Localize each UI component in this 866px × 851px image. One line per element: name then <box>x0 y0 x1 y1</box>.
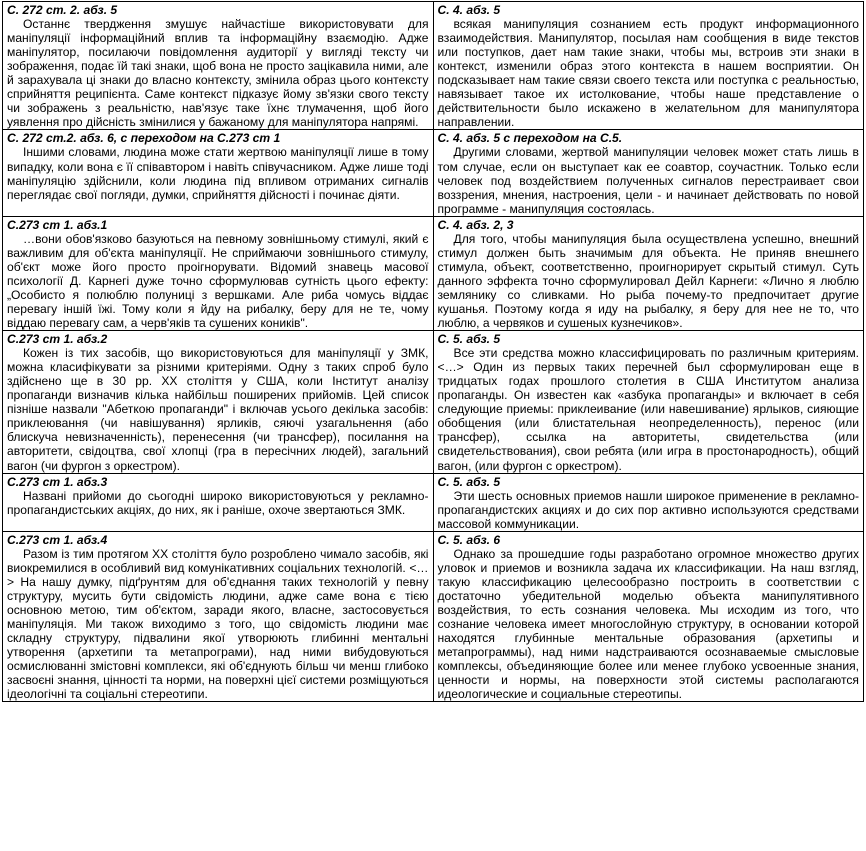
source-reference: С.273 ст 1. абз.3 <box>7 474 108 489</box>
table-row <box>3 473 864 531</box>
source-reference: С. 5. абз. 5 <box>437 474 501 489</box>
left-cell <box>3 216 434 330</box>
right-cell <box>433 531 864 702</box>
source-reference: С. 272 ст.2. абз. 6, с переходом на С.273 ст 1 <box>7 131 281 146</box>
right-cell <box>433 216 864 330</box>
source-text: всякая манипуляция сознанием есть продукт информационного взаимодействия. Манипулятор, посылая нам сообщения в виде текстов или поступков, дает нам такие знаки, чтобы мы, встроив эти знаки в контекст, изменили образ этого контекста в нашем восприятии. Он подсказывает нам такие связи своего текста или поступка с реальностью, навязывает такое их истолкование, чтобы наше представление о действительности было искажено в желательном для манипулятора направлении. <box>437 17 859 130</box>
source-reference: С. 5. абз. 6 <box>437 532 501 547</box>
comparison-table <box>2 1 864 702</box>
source-text: Разом із тим протягом ХХ століття було розроблено чимало засобів, які виокремилися в особливий вид комунікативних соціальних технологій. <…> На нашу думку, підґрунтям для об'єднання таких технологій у певну структуру, мусить бути свідомість людини, адже саме вона є тією основною метою, тим об'єктом, заради якого, власне, застосовується маніпуляція. Ми також виходимо з того, що свідомість людини має складну структуру, підвалини якої утворюють глибинні ментальні утворення (архетипи та метапрограми), над ними вибудовуються осмислюванні змістовні комплекси, які об'єднують більш чи менш глибоко засвоєні знання, цінності та норми, на поверхні цієї системи розміщуються ідеологічні та соціальні стереотипи. <box>7 546 429 702</box>
source-text: Останнє твердження змушує найчастіше використовувати для маніпуляції інформаційний вплив та інформаційну взаємодію. Адже маніпулятор, посилаючи повідомлення аудиторії у вигляді тексту чи зображення, подає їй такі знаки, щоб вона не просто зацікавила ними, але й зарахувала ці знаки до власно контексту, змінила образ цього контексту сприйняття реципієнта. Саме контекст підказує йому зв'язки свого тексту чи зображень з реальністю, нав'язує таке їхнє тлумачення, щоб його уявлення про дійсність змінилися у бажаному для маніпулятора напрямі. <box>7 17 429 130</box>
source-text: Для того, чтобы манипуляция была осуществлена успешно, внешний стимул должен быть значимым для объекта. Не приняв внешнего стимула, объект, соответственно, проигнорирует скрытый стимул. Суть данного эффекта точно сформулировал Дейл Карнеги: «Лично я люблю землянику со сливками. Но рыба почему-то предпочитает другие кушанья. Поэтому когда я иду на рыбалку, я беру для нее не то, что люблю, а червяков и сушеных кузнечиков». <box>437 231 859 331</box>
table-row <box>3 531 864 702</box>
source-reference: С.273 ст 1. абз.4 <box>7 532 108 547</box>
source-reference: С. 4. абз. 2, 3 <box>437 217 514 232</box>
right-cell <box>433 2 864 130</box>
source-text: Другими словами, жертвой манипуляции человек может стать лишь в том случае, если он выступает как ее соавтор, соучастник. Только если человек под воздействием полученных сигналов перестраивает свои воззрения, мнения, настроения, цели - и начинает действовать по новой программе - манипуляция состоялась. <box>437 145 859 216</box>
source-reference: С.273 ст 1. абз.1 <box>7 217 108 232</box>
source-text: Однако за прошедшие годы разработано огромное множество других уловок и приемов и возникла задача их классификации. На наш взгляд, такую классификацию целесообразно построить в соответствии с достаточно убедительной моделью объекта манипулятивного воздействия, то есть сознания человека. Мы исходим из того, что сознание человека имеет многослойную структуру, в основании которой находятся глубинные ментальные образования (архетипы и метапрограммы), над ними надстраиваются осознаваемые смысловые комплексы, объединяющие более или менее глубоко усвоенные знания, ценности и нормы, на поверхности этой системы располагаются идеологические и социальные стереотипы. <box>437 546 859 702</box>
source-reference: С. 5. абз. 5 <box>437 332 501 347</box>
right-cell <box>433 130 864 216</box>
source-reference: С. 272 ст. 2. абз. 5 <box>7 3 118 17</box>
source-text: Кожен із тих засобів, що використовуються для маніпуляції у ЗМК, можна класифікувати за різними критеріями. Одну з таких спроб було здійснено ще в 30 рр. ХХ століття у США, коли Інститут аналізу пропаганди визначив кілька найбільш поширених прийомів. Цей список пізніше назвали "Абеткою пропаганди" і включав усього декілька засобів: приклеювання (чи навішування) ярликів, сяючі узагальнення (або блискуча невизначенність), перенесення (чи трансфер), посилання на авторитети, свідоцтва, свої хлопці (гра в пересічних людей), загальний вагон (чи фургон з оркестром). <box>7 346 429 473</box>
source-reference: С.273 ст 1. абз.2 <box>7 332 108 347</box>
source-text: Іншими словами, людина може стати жертвою маніпуляції лише в тому випадку, коли вона є її співавтором і навіть співучасником. Адже лише тоді маніпуляцію здійснили, коли людина під впливом отриманих сигналів переглядає свої погляди, думки, сприйняття дійсності і починає діяти. <box>7 145 429 202</box>
right-cell <box>433 331 864 473</box>
source-reference: С. 4. абз. 5 <box>437 3 501 17</box>
left-cell <box>3 531 434 702</box>
table-row <box>3 216 864 330</box>
source-text: Все эти средства можно классифицировать по различным критериям. <…> Один из первых таких перечней был сформулирован еще в тридцатых годах прошлого столетия в США Институтом анализа пропаганды. Он известен как «азбука пропаганды» и включает в себя следующие приемы: приклеивание (или навешивание) ярлыков, сияющие обобщения (или блистательная неопределенность), перенос (или трансфер), ссылка на авторитеты, свидетельства (или свидетельствования), свои ребята (или игра в простонародность), общий вагон, (или фургон с оркестром). <box>437 346 859 473</box>
source-text: Названі прийоми до сьогодні широко використовуються у рекламно-пропагандистських акціях, до них, як і раніше, охоче звертаються ЗМК. <box>7 488 429 517</box>
table-row <box>3 331 864 473</box>
right-cell <box>433 473 864 531</box>
table-row <box>3 2 864 130</box>
source-text: …вони обов'язково базуються на певному зовнішньому стимулі, який є важливим для об'єкта маніпуляції. Не сприймаючи зовнішнього стимулу, об'єкт може його просто проігнорувати. Відомий знавець масової психології Д. Карнегі дуже точно сформулював сутність цього ефекту: „Особисто я полюблю полуниці з вершками. Але риба чомусь віддає перевагу іншій їжі. Тому коли я йду на рибалку, беру для не те, чому віддаю перевагу сам, а черв'яків та сушених коників". <box>7 231 429 331</box>
left-cell <box>3 130 434 216</box>
source-reference: С. 4. абз. 5 с переходом на С.5. <box>437 131 623 146</box>
left-cell <box>3 331 434 473</box>
source-text: Эти шесть основных приемов нашли широкое применение в рекламно-пропагандистских акциях и до сих пор активно используются средствами массовой коммуникации. <box>437 488 859 531</box>
left-cell <box>3 2 434 130</box>
table-row <box>3 130 864 216</box>
left-cell <box>3 473 434 531</box>
